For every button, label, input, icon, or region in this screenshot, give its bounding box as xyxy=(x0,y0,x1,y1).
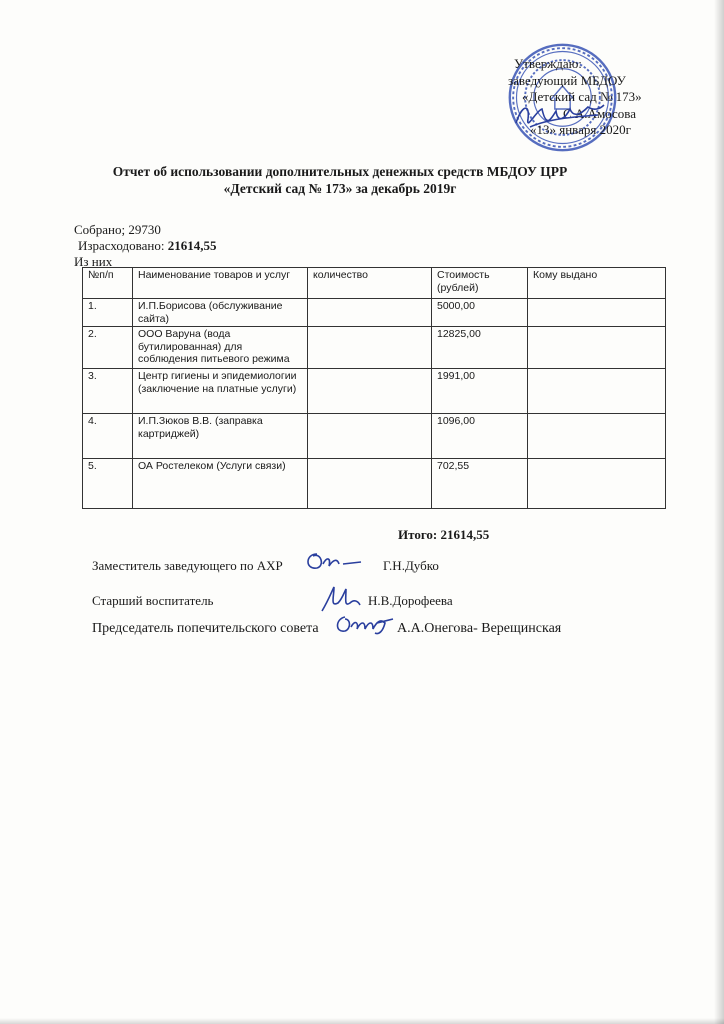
deputy-name: Г.Н.Дубко xyxy=(383,558,439,573)
table-row xyxy=(83,369,666,414)
cell-recipient xyxy=(528,327,666,369)
cell-number: 1. xyxy=(83,299,133,327)
report-title xyxy=(60,163,620,197)
table-header-row xyxy=(83,268,666,299)
cell-number: 2. xyxy=(83,327,133,369)
expenses-table xyxy=(82,267,666,509)
total-line: Итого: 21614,55 xyxy=(398,527,490,542)
cell-recipient xyxy=(528,369,666,414)
header-recipient: Кому выдано xyxy=(528,268,666,299)
head-signature xyxy=(512,97,607,137)
approval-line: С.А.Амосова xyxy=(563,105,637,121)
table-row xyxy=(83,459,666,509)
cell-recipient xyxy=(528,299,666,327)
title-line: Отчет об использовании дополнительных денежных средств МБДОУ ЦРР xyxy=(112,164,568,179)
cell-cost: 702,55 xyxy=(432,459,528,509)
deputy-role: Заместитель заведующего по АХР xyxy=(92,558,283,573)
cell-cost: 5000,00 xyxy=(432,299,528,327)
cell-name: Центр гигиены и эпидемиологии (заключение на платные услуги) xyxy=(133,369,308,414)
cell-name: ОА Ростелеком (Услуги связи) xyxy=(133,459,308,509)
cell-recipient xyxy=(528,459,666,509)
chair-role: Председатель попечительского совета xyxy=(92,621,319,636)
cell-recipient xyxy=(528,414,666,459)
scan-bottom-shadow xyxy=(0,1018,724,1024)
header-cost: Стоимость (рублей) xyxy=(432,268,528,299)
header-quantity: количество xyxy=(308,268,432,299)
approval-line: «Детский сад № 173» xyxy=(522,89,642,104)
spent-label: Израсходовано: xyxy=(78,238,165,253)
cell-cost: 12825,00 xyxy=(432,327,528,369)
title-line: «Детский сад № 173» за декабрь 2019г xyxy=(223,181,457,196)
deputy-signature xyxy=(303,546,363,574)
cell-number: 3. xyxy=(83,369,133,414)
cell-quantity xyxy=(308,299,432,327)
cell-number: 4. xyxy=(83,414,133,459)
cell-cost: 1096,00 xyxy=(432,414,528,459)
cell-quantity xyxy=(308,327,432,369)
cell-name: И.П.Зюков В.В. (заправка картриджей) xyxy=(133,414,308,459)
spent-line xyxy=(74,238,216,254)
cell-name: И.П.Борисова (обслуживание сайта) xyxy=(133,299,308,327)
of-them-line: Из них xyxy=(74,254,113,269)
cell-cost: 1991,00 xyxy=(432,369,528,414)
cell-quantity xyxy=(308,414,432,459)
scan-edge-shadow xyxy=(714,0,724,1024)
senior-name: Н.В.Дорофеева xyxy=(368,593,453,608)
approval-line: «13» января 2020г xyxy=(530,122,631,137)
table-row xyxy=(83,327,666,369)
senior-role: Старший воспитатель xyxy=(92,593,214,608)
approval-line: заведующий МБДОУ xyxy=(508,72,626,88)
chair-signature xyxy=(333,609,395,639)
collected-line: Собрано; 29730 xyxy=(74,222,161,237)
spent-value: 21614,55 xyxy=(167,238,217,253)
table-row xyxy=(83,414,666,459)
cell-quantity xyxy=(308,369,432,414)
table-row xyxy=(83,299,666,327)
cell-number: 5. xyxy=(83,459,133,509)
header-number: №п/п xyxy=(83,268,133,299)
header-name: Наименование товаров и услуг xyxy=(133,268,308,299)
approval-line: Утверждаю: xyxy=(514,56,582,71)
summary-block xyxy=(74,222,216,270)
cell-quantity xyxy=(308,459,432,509)
chair-name: А.А.Онегова- Верещинская xyxy=(397,621,562,636)
cell-name: ООО Варуна (вода бутилированная) для соблюдения питьевого режима xyxy=(133,327,308,369)
